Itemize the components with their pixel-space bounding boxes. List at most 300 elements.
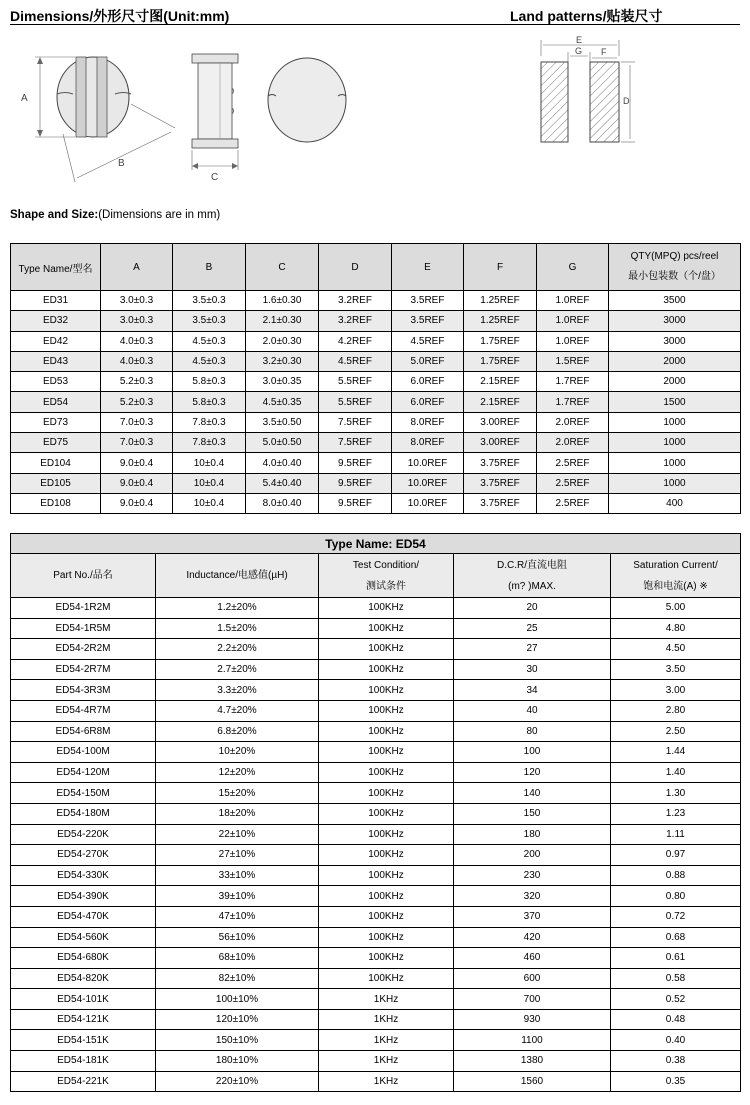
table-cell: 100KHz xyxy=(319,680,454,701)
table-cell: 3.0±0.35 xyxy=(246,372,319,392)
table-cell: ED54-6R8M xyxy=(11,721,156,742)
table-cell: 100KHz xyxy=(319,762,454,783)
table-cell: 1.5REF xyxy=(537,351,609,371)
table-cell: 3.75REF xyxy=(464,473,537,493)
table-cell: 230 xyxy=(454,865,611,886)
dims-header-g: G xyxy=(537,244,609,291)
table-cell: 5.8±0.3 xyxy=(173,392,246,412)
table-cell: 9.0±0.4 xyxy=(101,493,173,513)
table-row xyxy=(11,948,741,969)
table-cell: 200 xyxy=(454,845,611,866)
table-cell: 1.6±0.30 xyxy=(246,291,319,311)
dims-header-b: B xyxy=(173,244,246,291)
dims-table-body xyxy=(11,291,741,514)
table-cell: 2.0REF xyxy=(537,433,609,453)
table-cell: 100KHz xyxy=(319,598,454,619)
side-view-drawing xyxy=(182,48,252,198)
table-cell: 1.0REF xyxy=(537,331,609,351)
table-cell: 27 xyxy=(454,639,611,660)
table-cell: 3.00REF xyxy=(464,433,537,453)
table-cell: ED105 xyxy=(11,473,101,493)
table-cell: 1000 xyxy=(609,412,741,432)
table-cell: 1KHz xyxy=(319,1030,454,1051)
table-cell: 5.8±0.3 xyxy=(173,372,246,392)
table-cell: 5.0±0.50 xyxy=(246,433,319,453)
table-cell: 100 xyxy=(454,742,611,763)
table-cell: 6.0REF xyxy=(392,392,464,412)
heading-rule xyxy=(10,24,740,25)
table-cell: 100KHz xyxy=(319,845,454,866)
table-cell: 1500 xyxy=(609,392,741,412)
table-cell: 1.11 xyxy=(611,824,741,845)
table-cell: 2000 xyxy=(609,372,741,392)
table-cell: 5.2±0.3 xyxy=(101,392,173,412)
table-cell: 1560 xyxy=(454,1071,611,1092)
table-cell: 100KHz xyxy=(319,639,454,660)
parts-header-text: 测试条件 xyxy=(366,580,406,592)
table-cell: 100KHz xyxy=(319,886,454,907)
table-cell: 2.0REF xyxy=(537,412,609,432)
table-row xyxy=(11,372,741,392)
shape-size-caption xyxy=(10,209,220,221)
table-cell: 3.2REF xyxy=(319,291,392,311)
table-cell: 7.8±0.3 xyxy=(173,412,246,432)
table-cell: ED32 xyxy=(11,311,101,331)
table-cell: 1KHz xyxy=(319,989,454,1010)
table-cell: ED54-150M xyxy=(11,783,156,804)
table-cell: 2.15REF xyxy=(464,392,537,412)
dims-header-type: Type Name/型名 xyxy=(11,244,101,291)
table-cell: 47±10% xyxy=(156,906,319,927)
table-cell: 1.40 xyxy=(611,762,741,783)
front-view-drawing xyxy=(15,34,185,194)
label-f: F xyxy=(601,47,607,57)
table-cell: 18±20% xyxy=(156,803,319,824)
table-cell: ED31 xyxy=(11,291,101,311)
table-cell: 0.40 xyxy=(611,1030,741,1051)
table-row xyxy=(11,989,741,1010)
parts-header-cell xyxy=(611,554,741,598)
table-cell: 5.0REF xyxy=(392,351,464,371)
table-row xyxy=(11,721,741,742)
table-cell: 1KHz xyxy=(319,1051,454,1072)
table-row xyxy=(11,1071,741,1092)
dims-header-a: A xyxy=(101,244,173,291)
table-cell: 1.0REF xyxy=(537,311,609,331)
table-cell: 10±0.4 xyxy=(173,493,246,513)
parts-header-text: Inductance/电感值(µH) xyxy=(186,570,288,581)
table-cell: 4.5±0.35 xyxy=(246,392,319,412)
table-cell: 4.5±0.3 xyxy=(173,351,246,371)
table-cell: 400 xyxy=(609,493,741,513)
table-row xyxy=(11,1030,741,1051)
table-cell: 4.5±0.3 xyxy=(173,331,246,351)
table-cell: ED54-3R3M xyxy=(11,680,156,701)
table-cell: 4.5REF xyxy=(392,331,464,351)
table-cell: ED54-1R5M xyxy=(11,618,156,639)
table-cell: 5.5REF xyxy=(319,372,392,392)
parts-header-text: 饱和电流(A) ※ xyxy=(643,580,708,592)
table-cell: 3.0±0.3 xyxy=(101,291,173,311)
table-row xyxy=(11,351,741,371)
table-cell: 3.5REF xyxy=(392,311,464,331)
table-cell: 7.8±0.3 xyxy=(173,433,246,453)
table-cell: 100KHz xyxy=(319,906,454,927)
parts-header-cell xyxy=(319,554,454,598)
table-row xyxy=(11,1051,741,1072)
table-cell: 1.75REF xyxy=(464,331,537,351)
table-cell: ED54-4R7M xyxy=(11,700,156,721)
table-cell: 9.5REF xyxy=(319,453,392,473)
table-cell: 2.2±20% xyxy=(156,639,319,660)
table-cell: 0.35 xyxy=(611,1071,741,1092)
table-row xyxy=(11,311,741,331)
table-row xyxy=(11,680,741,701)
dimensions-table xyxy=(10,243,741,514)
table-cell: 100KHz xyxy=(319,618,454,639)
table-cell: 10±0.4 xyxy=(173,453,246,473)
table-cell: 9.5REF xyxy=(319,473,392,493)
table-cell: 0.72 xyxy=(611,906,741,927)
table-row xyxy=(11,639,741,660)
table-cell: 0.38 xyxy=(611,1051,741,1072)
table-cell: 0.61 xyxy=(611,948,741,969)
shape-size-bold: Shape and Size: xyxy=(10,209,99,221)
table-cell: 100KHz xyxy=(319,721,454,742)
table-cell: 8.0±0.40 xyxy=(246,493,319,513)
table-cell: 100KHz xyxy=(319,742,454,763)
parts-table xyxy=(10,533,741,1092)
table-cell: 4.0±0.40 xyxy=(246,453,319,473)
dims-header-c: C xyxy=(246,244,319,291)
table-cell: 39±10% xyxy=(156,886,319,907)
table-cell: ED54-221K xyxy=(11,1071,156,1092)
table-row xyxy=(11,453,741,473)
table-cell: 3.75REF xyxy=(464,453,537,473)
table-cell: 460 xyxy=(454,948,611,969)
drawings-area xyxy=(0,26,750,196)
table-cell: 140 xyxy=(454,783,611,804)
table-cell: 4.80 xyxy=(611,618,741,639)
table-cell: 3.2±0.30 xyxy=(246,351,319,371)
parts-header-text: Test Condition/ xyxy=(352,559,420,571)
table-cell: 4.0±0.3 xyxy=(101,351,173,371)
table-cell: 220±10% xyxy=(156,1071,319,1092)
table-cell: ED42 xyxy=(11,331,101,351)
parts-header-text: (m? )MAX. xyxy=(508,580,556,592)
table-cell: 1.25REF xyxy=(464,291,537,311)
table-row xyxy=(11,886,741,907)
table-cell: ED54-121K xyxy=(11,1009,156,1030)
top-view-drawing xyxy=(262,52,352,152)
table-cell: 1.44 xyxy=(611,742,741,763)
table-cell: 2.15REF xyxy=(464,372,537,392)
table-cell: 5.5REF xyxy=(319,392,392,412)
table-cell: ED54-120M xyxy=(11,762,156,783)
parts-type-name: Type Name: ED54 xyxy=(11,534,741,554)
table-cell: 2.5REF xyxy=(537,473,609,493)
table-row xyxy=(11,845,741,866)
table-cell: 33±10% xyxy=(156,865,319,886)
dimensions-heading: Dimensions/外形尺寸图(Unit:mm) xyxy=(10,8,230,24)
table-cell: 10.0REF xyxy=(392,493,464,513)
parts-header-cell xyxy=(156,554,319,598)
land-pattern-drawing xyxy=(535,32,645,162)
table-cell: 3.50 xyxy=(611,659,741,680)
table-cell: 1.5±20% xyxy=(156,618,319,639)
table-row xyxy=(11,783,741,804)
parts-header-row xyxy=(11,554,741,598)
table-cell: 0.80 xyxy=(611,886,741,907)
table-row xyxy=(11,824,741,845)
table-cell: 3000 xyxy=(609,331,741,351)
table-cell: ED54-1R2M xyxy=(11,598,156,619)
table-cell: ED43 xyxy=(11,351,101,371)
table-cell: 80 xyxy=(454,721,611,742)
table-row xyxy=(11,433,741,453)
table-cell: 3.5±0.50 xyxy=(246,412,319,432)
table-row xyxy=(11,742,741,763)
table-cell: ED54-2R7M xyxy=(11,659,156,680)
table-cell: 3.3±20% xyxy=(156,680,319,701)
table-cell: 100KHz xyxy=(319,700,454,721)
table-cell: 2.50 xyxy=(611,721,741,742)
table-cell: 4.0±0.3 xyxy=(101,331,173,351)
dims-header-f: F xyxy=(464,244,537,291)
table-cell: 370 xyxy=(454,906,611,927)
table-cell: 100KHz xyxy=(319,783,454,804)
table-cell: 7.5REF xyxy=(319,412,392,432)
table-cell: 2.1±0.30 xyxy=(246,311,319,331)
table-cell: 5.4±0.40 xyxy=(246,473,319,493)
label-d: D xyxy=(623,96,630,106)
table-cell: ED54-390K xyxy=(11,886,156,907)
table-cell: 1.2±20% xyxy=(156,598,319,619)
dims-header-d: D xyxy=(319,244,392,291)
table-cell: 27±10% xyxy=(156,845,319,866)
table-cell: ED54 xyxy=(11,392,101,412)
table-cell: 420 xyxy=(454,927,611,948)
table-cell: ED54-180M xyxy=(11,803,156,824)
table-cell: 1000 xyxy=(609,453,741,473)
table-cell: ED54-330K xyxy=(11,865,156,886)
table-cell: 3000 xyxy=(609,311,741,331)
table-cell: 1.30 xyxy=(611,783,741,804)
table-cell: 6.0REF xyxy=(392,372,464,392)
table-cell: 15±20% xyxy=(156,783,319,804)
table-cell: 3.00REF xyxy=(464,412,537,432)
table-cell: 82±10% xyxy=(156,968,319,989)
table-cell: ED54-220K xyxy=(11,824,156,845)
table-cell: 3.5±0.3 xyxy=(173,291,246,311)
table-cell: 1.7REF xyxy=(537,392,609,412)
table-cell: ED54-470K xyxy=(11,906,156,927)
table-row xyxy=(11,906,741,927)
table-cell: 10.0REF xyxy=(392,473,464,493)
table-row xyxy=(11,412,741,432)
table-cell: ED104 xyxy=(11,453,101,473)
table-cell: 100±10% xyxy=(156,989,319,1010)
label-c: C xyxy=(211,172,219,183)
table-cell: 3.00 xyxy=(611,680,741,701)
table-cell: 3500 xyxy=(609,291,741,311)
table-cell: 30 xyxy=(454,659,611,680)
table-cell: 1000 xyxy=(609,473,741,493)
table-cell: 3.75REF xyxy=(464,493,537,513)
table-cell: 0.48 xyxy=(611,1009,741,1030)
table-cell: ED108 xyxy=(11,493,101,513)
table-cell: ED54-181K xyxy=(11,1051,156,1072)
table-cell: 1380 xyxy=(454,1051,611,1072)
table-cell: 120 xyxy=(454,762,611,783)
table-cell: 1.75REF xyxy=(464,351,537,371)
dims-header-qty xyxy=(609,244,741,291)
table-cell: 20 xyxy=(454,598,611,619)
table-cell: 10.0REF xyxy=(392,453,464,473)
table-cell: 150 xyxy=(454,803,611,824)
table-row xyxy=(11,927,741,948)
table-cell: 1.7REF xyxy=(537,372,609,392)
table-row xyxy=(11,291,741,311)
table-cell: 6.8±20% xyxy=(156,721,319,742)
table-cell: 930 xyxy=(454,1009,611,1030)
table-row xyxy=(11,618,741,639)
table-cell: 0.58 xyxy=(611,968,741,989)
table-row xyxy=(11,493,741,513)
table-cell: ED54-820K xyxy=(11,968,156,989)
table-row xyxy=(11,659,741,680)
table-cell: 700 xyxy=(454,989,611,1010)
table-cell: 12±20% xyxy=(156,762,319,783)
table-cell: 5.00 xyxy=(611,598,741,619)
table-cell: 7.0±0.3 xyxy=(101,412,173,432)
table-row xyxy=(11,473,741,493)
parts-table-body xyxy=(11,598,741,1092)
table-cell: 1.0REF xyxy=(537,291,609,311)
land-patterns-heading: Land patterns/贴装尺寸 xyxy=(510,8,663,24)
table-cell: 0.88 xyxy=(611,865,741,886)
table-cell: 2.0±0.30 xyxy=(246,331,319,351)
table-cell: 100KHz xyxy=(319,865,454,886)
table-cell: 40 xyxy=(454,700,611,721)
table-row xyxy=(11,700,741,721)
table-cell: 1.25REF xyxy=(464,311,537,331)
table-cell: 4.50 xyxy=(611,639,741,660)
table-cell: 2.5REF xyxy=(537,493,609,513)
table-cell: ED54-2R2M xyxy=(11,639,156,660)
table-cell: ED54-151K xyxy=(11,1030,156,1051)
table-cell: 9.0±0.4 xyxy=(101,473,173,493)
table-cell: 4.7±20% xyxy=(156,700,319,721)
table-cell: 3.5±0.3 xyxy=(173,311,246,331)
table-cell: 120±10% xyxy=(156,1009,319,1030)
table-cell: 3.5REF xyxy=(392,291,464,311)
table-cell: 7.0±0.3 xyxy=(101,433,173,453)
table-cell: 8.0REF xyxy=(392,433,464,453)
parts-header-text: Part No./品名 xyxy=(53,570,113,581)
dims-header-e: E xyxy=(392,244,464,291)
table-cell: ED54-560K xyxy=(11,927,156,948)
label-g: G xyxy=(575,46,583,56)
table-cell: 5.2±0.3 xyxy=(101,372,173,392)
label-b: B xyxy=(118,158,125,169)
table-cell: 1KHz xyxy=(319,1071,454,1092)
table-cell: 7.5REF xyxy=(319,433,392,453)
table-cell: 1000 xyxy=(609,433,741,453)
qty-header-line2: 最小包装数（个/盘） xyxy=(628,271,721,282)
table-row xyxy=(11,762,741,783)
table-cell: 100KHz xyxy=(319,824,454,845)
table-cell: 4.2REF xyxy=(319,331,392,351)
table-cell: 180 xyxy=(454,824,611,845)
table-cell: 22±10% xyxy=(156,824,319,845)
table-row xyxy=(11,803,741,824)
table-cell: 600 xyxy=(454,968,611,989)
parts-header-cell xyxy=(11,554,156,598)
table-cell: ED75 xyxy=(11,433,101,453)
table-cell: 0.97 xyxy=(611,845,741,866)
table-cell: 9.0±0.4 xyxy=(101,453,173,473)
table-cell: 2000 xyxy=(609,351,741,371)
table-cell: 180±10% xyxy=(156,1051,319,1072)
dims-header-row xyxy=(11,244,741,291)
table-cell: 8.0REF xyxy=(392,412,464,432)
qty-header-line1: QTY(MPQ) pcs/reel xyxy=(630,251,719,262)
table-cell: 68±10% xyxy=(156,948,319,969)
parts-header-text: D.C.R/直流电阻 xyxy=(497,559,567,571)
table-cell: 150±10% xyxy=(156,1030,319,1051)
parts-type-name-row xyxy=(11,534,741,554)
table-cell: 320 xyxy=(454,886,611,907)
table-cell: ED54-100M xyxy=(11,742,156,763)
table-cell: ED54-680K xyxy=(11,948,156,969)
table-cell: 3.0±0.3 xyxy=(101,311,173,331)
table-cell: 100KHz xyxy=(319,927,454,948)
table-row xyxy=(11,392,741,412)
table-cell: 9.5REF xyxy=(319,493,392,513)
label-e: E xyxy=(576,35,583,45)
table-cell: ED54-101K xyxy=(11,989,156,1010)
table-row xyxy=(11,968,741,989)
table-cell: 10±0.4 xyxy=(173,473,246,493)
table-cell: 4.5REF xyxy=(319,351,392,371)
table-cell: 100KHz xyxy=(319,948,454,969)
parts-header-text: Saturation Current/ xyxy=(633,559,718,571)
table-row xyxy=(11,865,741,886)
parts-header-cell xyxy=(454,554,611,598)
label-a: A xyxy=(21,93,28,104)
table-cell: 10±20% xyxy=(156,742,319,763)
table-cell: 1100 xyxy=(454,1030,611,1051)
table-cell: 1.23 xyxy=(611,803,741,824)
table-cell: ED54-270K xyxy=(11,845,156,866)
table-cell: 1KHz xyxy=(319,1009,454,1030)
table-cell: 100KHz xyxy=(319,968,454,989)
table-row xyxy=(11,331,741,351)
table-row xyxy=(11,1009,741,1030)
table-cell: 34 xyxy=(454,680,611,701)
table-cell: ED53 xyxy=(11,372,101,392)
table-cell: 0.52 xyxy=(611,989,741,1010)
table-cell: 25 xyxy=(454,618,611,639)
table-cell: 2.5REF xyxy=(537,453,609,473)
table-cell: 3.2REF xyxy=(319,311,392,331)
table-cell: 0.68 xyxy=(611,927,741,948)
table-cell: 56±10% xyxy=(156,927,319,948)
table-cell: ED73 xyxy=(11,412,101,432)
table-cell: 100KHz xyxy=(319,803,454,824)
table-cell: 2.80 xyxy=(611,700,741,721)
